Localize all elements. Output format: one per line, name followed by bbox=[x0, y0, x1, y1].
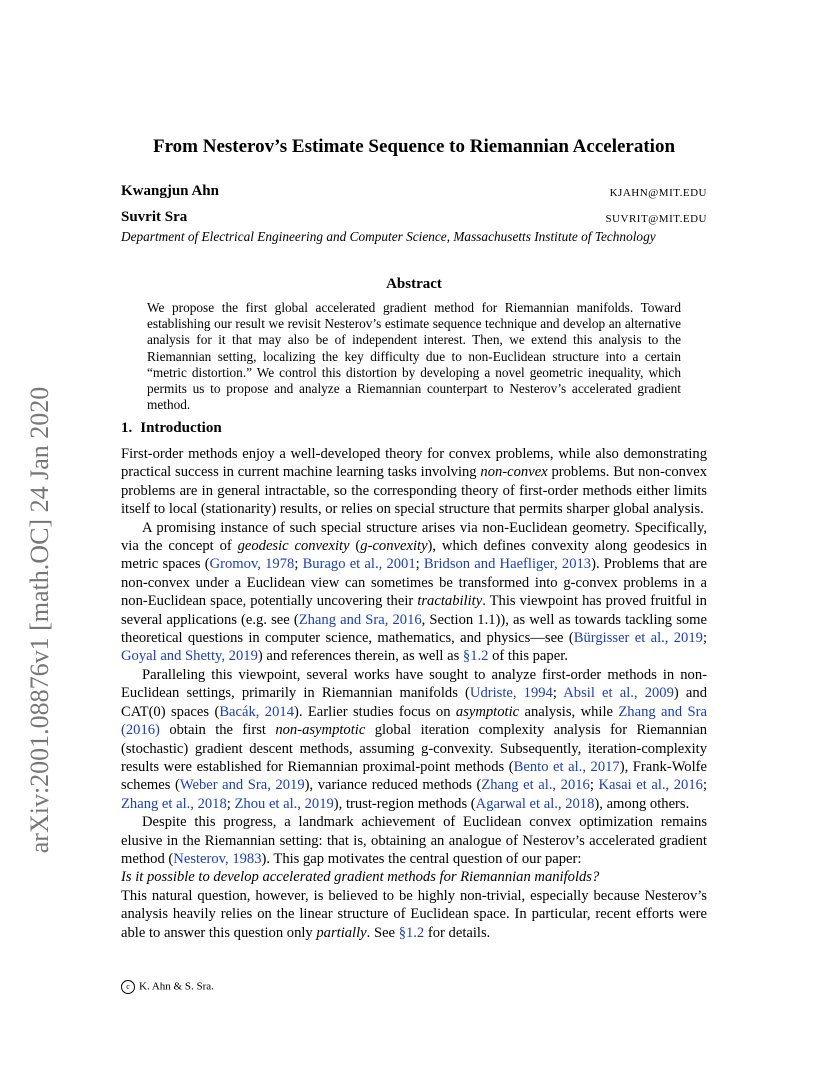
citation-link[interactable]: Zhang and Sra (2016) bbox=[121, 703, 707, 739]
copyright-footer bbox=[121, 980, 214, 994]
citation-link[interactable]: Bürgisser et al., 2019 bbox=[573, 630, 703, 647]
citation-link[interactable]: Zhang et al., 2018 bbox=[121, 795, 227, 812]
citation-link[interactable]: Gromov, 1978 bbox=[209, 556, 295, 573]
introduction-body bbox=[121, 445, 707, 942]
citation-link[interactable]: Bento et al., 2017 bbox=[513, 758, 620, 775]
citation-link[interactable]: Agarwal et al., 2018 bbox=[475, 795, 595, 812]
copyright-icon: c bbox=[121, 980, 135, 994]
citation-link[interactable]: Burago et al., 2001 bbox=[302, 556, 416, 573]
author-name: Kwangjun Ahn bbox=[121, 183, 219, 199]
footer-text: K. Ahn & S. Sra. bbox=[139, 980, 214, 993]
abstract-text: We propose the first global accelerated gradient method for Riemannian manifolds. Toward establishing our result we revisit Nesterov’s estimate sequence technique and develop an alternative analysis for it that may also be of independent interest. Then, we extend this analysis to the Riemannian setting, localizing the key difficulty due to non-Euclidean structure into a certain “metric distortion.” We control this distortion by developing a novel geometric inequality, which permits us to propose and analyze a Riemannian counterpart to Nesterov’s accelerated gradient method. bbox=[147, 300, 681, 413]
citation-link[interactable]: Bacák, 2014 bbox=[219, 703, 294, 720]
paper-title: From Nesterov’s Estimate Sequence to Riemannian Acceleration bbox=[152, 136, 676, 157]
citation-link[interactable]: Zhang and Sra, 2016 bbox=[298, 611, 422, 628]
abstract-heading: Abstract bbox=[386, 276, 442, 292]
citation-link[interactable]: Zhang et al., 2016 bbox=[481, 777, 590, 794]
author-email: KJAHN@MIT.EDU bbox=[609, 187, 707, 199]
section-number: 1. bbox=[121, 420, 133, 436]
paragraph: This natural question, however, is believed to be highly non-trivial, especially because Nesterov’s analysis heavily relies on the linear structure of Euclidean space. In particular, recent efforts were able to answer this question only partially. See §1.2 for details. bbox=[121, 887, 707, 941]
section-reference-link[interactable]: §1.2 bbox=[398, 924, 425, 941]
citation-link[interactable]: Zhou et al., 2019 bbox=[234, 795, 334, 812]
section-heading bbox=[121, 420, 222, 437]
paragraph: A promising instance of such special structure arises via non-Euclidean geometry. Specifically, via the concept of geodesic convexity (g-convexity), which defines convexity along geodesics in metric spaces (Gromov, 1978; Burago et al., 2001; Bridson and Haefliger, 2013). Problems that are non-convex under a Euclidean view can sometimes be transformed into g-convex problems in a non-Euclidean space, potentially uncovering their tractability. This viewpoint has proved fruitful in several applications (e.g. see (Zhang and Sra, 2016, Section 1.1)), as well as towards tackling some theoretical questions in computer science, mathematics, and physics—see (Bürgisser et al., 2019; Goyal and Shetty, 2019) and references therein, as well as §1.2 of this paper. bbox=[121, 519, 708, 665]
paragraph: Despite this progress, a landmark achievement of Euclidean convex optimization remains elusive in the Riemannian setting: that is, obtaining an analogue of Nesterov’s accelerated gradient method (Nesterov, 1983). This gap motivates the central question of our paper: bbox=[121, 814, 707, 867]
paragraph: First-order methods enjoy a well-developed theory for convex problems, while also demonstrating practical success in current machine learning tasks involving non-convex problems. But non-convex problems are in general intractable, so the corresponding theory of first-order methods either limits itself to local (stationarity) results, or relies on special structure that permits sharper global analysis. bbox=[121, 446, 707, 518]
citation-link[interactable]: Goyal and Shetty, 2019 bbox=[121, 648, 258, 665]
arxiv-identifier: arXiv:2001.08876v1 [math.OC] 24 Jan 2020 bbox=[25, 386, 54, 854]
citation-link[interactable]: Absil et al., 2009 bbox=[563, 685, 674, 702]
author-email: SUVRIT@MIT.EDU bbox=[605, 213, 707, 225]
citation-link[interactable]: Bridson and Haefliger, 2013 bbox=[423, 556, 592, 573]
central-question: Is it possible to develop accelerated gradient methods for Riemannian manifolds? bbox=[121, 869, 600, 886]
citation-link[interactable]: Nesterov, 1983 bbox=[173, 850, 262, 867]
section-reference-link[interactable]: §1.2 bbox=[462, 648, 489, 665]
citation-link[interactable]: Kasai et al., 2016 bbox=[598, 777, 703, 794]
section-title: Introduction bbox=[140, 420, 222, 436]
citation-link[interactable]: Udriste, 1994 bbox=[469, 685, 553, 702]
paragraph: Paralleling this viewpoint, several works have sought to analyze first-order methods in non-Euclidean settings, primarily in Riemannian manifolds (Udriste, 1994; Absil et al., 2009) and CAT(0) spaces (Bacák, 2014). Earlier studies focus on asymptotic analysis, while Zhang and Sra (2016) obtain the first non-asymptotic global iteration complexity analysis for Riemannian (stochastic) gradient descent methods, assuming g-convexity. Subsequently, iteration-complexity results were established for Riemannian proximal-point methods (Bento et al., 2017), Frank-Wolfe schemes (Weber and Sra, 2019), variance reduced methods (Zhang et al., 2016; Kasai et al., 2016; Zhang et al., 2018; Zhou et al., 2019), trust-region methods (Agarwal et al., 2018), among others. bbox=[121, 666, 707, 812]
affiliation: Department of Electrical Engineering and Computer Science, Massachusetts Institute of Technology bbox=[121, 229, 656, 244]
author-name: Suvrit Sra bbox=[121, 209, 188, 225]
citation-link[interactable]: Weber and Sra, 2019 bbox=[179, 777, 305, 794]
